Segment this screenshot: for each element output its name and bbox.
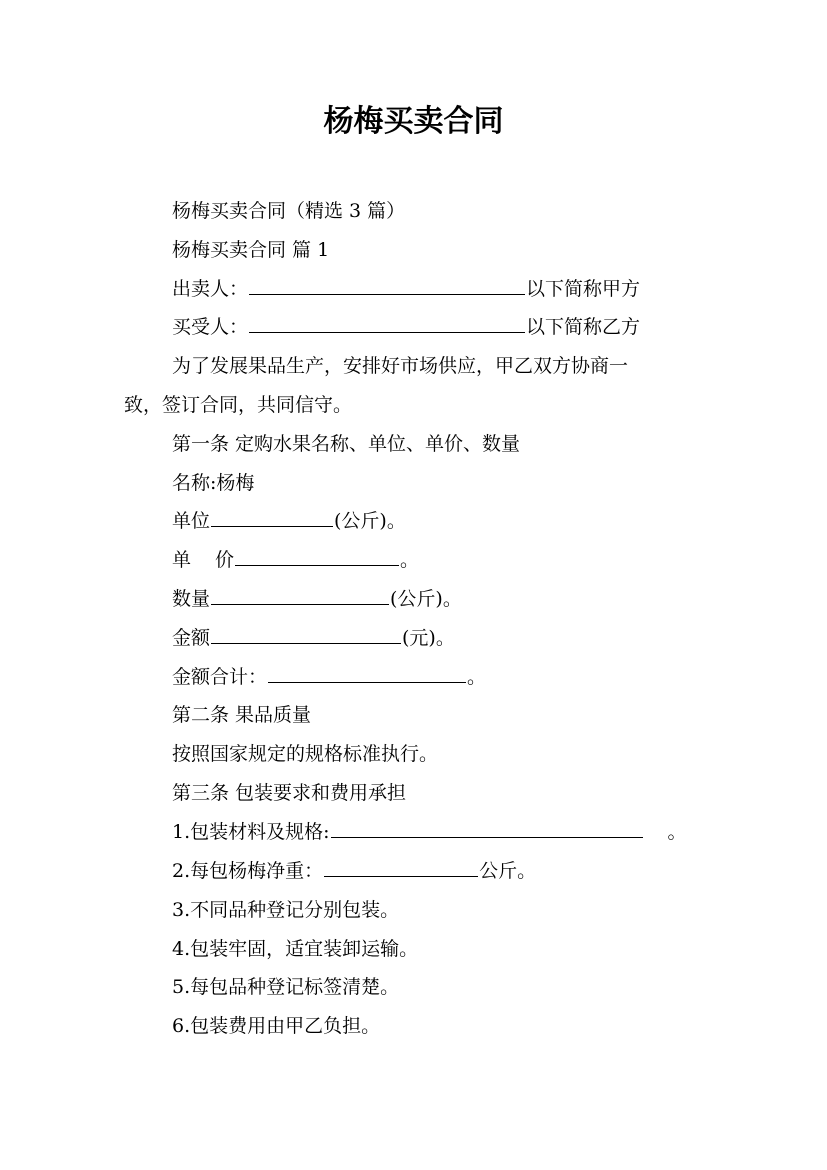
paragraph-line: 为了发展果品生产，安排好市场供应，甲乙双方协商一	[172, 355, 629, 377]
list-item: 4.包装牢固，适宜装卸运输。	[172, 938, 419, 960]
quantity-line	[172, 584, 462, 614]
total-line	[172, 662, 486, 692]
article-heading: 第三条 包装要求和费用承担	[172, 782, 407, 804]
item2-blank	[324, 856, 478, 877]
price-label-b: 价	[215, 549, 235, 571]
item1-blank	[331, 817, 643, 838]
price-suffix: 。	[400, 549, 420, 571]
amount-blank	[211, 623, 401, 644]
seller-label: 出卖人：	[172, 278, 249, 300]
document-title: 杨梅买卖合同	[323, 104, 504, 139]
item1-label: 1.包装材料及规格:	[172, 821, 330, 843]
subtitle-line: 杨梅买卖合同（精选 3 篇）	[172, 200, 406, 222]
total-label: 金额合计：	[172, 666, 268, 688]
quantity-label: 数量	[172, 588, 211, 610]
section-heading: 杨梅买卖合同 篇 1	[172, 239, 330, 261]
total-suffix: 。	[467, 666, 487, 688]
unit-blank	[211, 506, 333, 527]
total-blank	[268, 662, 466, 683]
seller-blank	[249, 274, 525, 295]
price-line	[172, 545, 419, 575]
unit-line	[172, 506, 406, 536]
article-heading: 第一条 定购水果名称、单位、单价、数量	[172, 433, 521, 455]
list-item	[172, 856, 536, 886]
seller-line	[172, 274, 640, 304]
buyer-label: 买受人：	[172, 316, 249, 338]
buyer-suffix: 以下简称乙方	[526, 316, 641, 338]
list-item	[172, 817, 687, 847]
price-label-a: 单	[172, 549, 192, 571]
price-blank	[235, 545, 399, 566]
unit-label: 单位	[172, 510, 211, 532]
unit-suffix: (公斤)。	[334, 510, 406, 532]
amount-suffix: (元)。	[402, 627, 455, 649]
paragraph-line: 致，签订合同，共同信守。	[124, 394, 353, 416]
item2-label: 2.每包杨梅净重：	[172, 860, 324, 882]
quantity-blank	[211, 584, 389, 605]
list-item: 5.每包品种登记标签清楚。	[172, 976, 400, 998]
name-line: 名称:杨梅	[172, 472, 255, 494]
quantity-suffix: (公斤)。	[390, 588, 462, 610]
article-text: 按照国家规定的规格标准执行。	[172, 743, 439, 765]
seller-suffix: 以下简称甲方	[526, 278, 641, 300]
amount-line	[172, 623, 455, 653]
item2-suffix: 公斤。	[479, 860, 537, 882]
buyer-blank	[249, 312, 525, 333]
article-heading: 第二条 果品质量	[172, 704, 312, 726]
amount-label: 金额	[172, 627, 211, 649]
list-item: 6.包装费用由甲乙负担。	[172, 1015, 381, 1037]
buyer-line	[172, 312, 640, 342]
item1-suffix: 。	[667, 821, 687, 843]
list-item: 3.不同品种登记分别包装。	[172, 899, 400, 921]
